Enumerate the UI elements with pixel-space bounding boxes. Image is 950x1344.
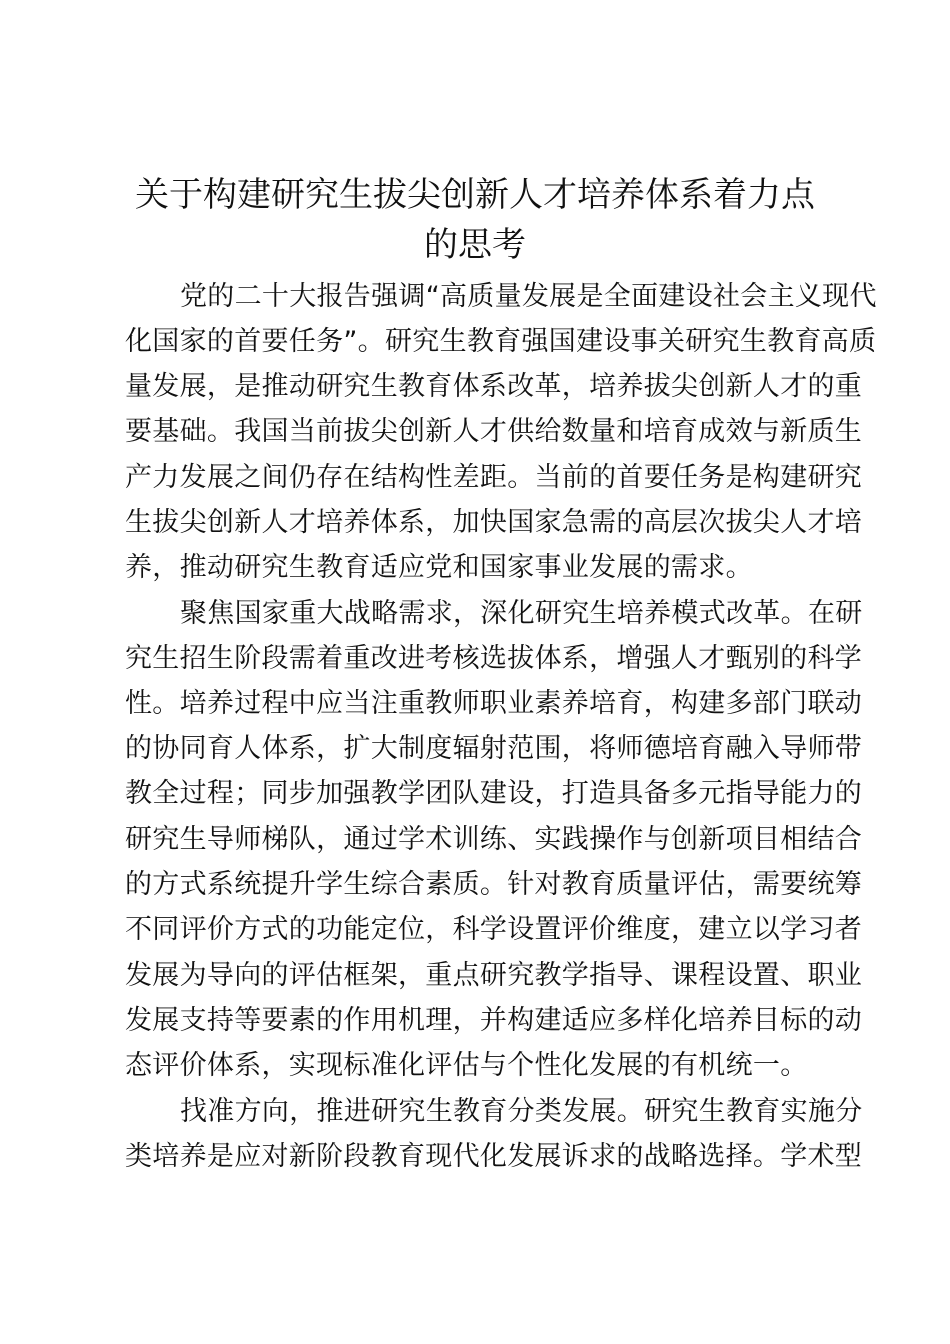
paragraph-1-line-1: 党的二十大报告强调“高质量发展是全面建设社会主义现代 bbox=[180, 281, 877, 312]
paragraph-2-line-7: 的方式系统提升学生综合素质。针对教育质量评估，需要统筹 bbox=[125, 869, 863, 900]
paragraph-1-line-2: 化国家的首要任务”。研究生教育强国建设事关研究生教育高质 bbox=[125, 326, 877, 357]
paragraph-2-line-10: 发展支持等要素的作用机理，并构建适应多样化培养目标的动 bbox=[125, 1005, 863, 1036]
paragraph-2-line-9: 发展为导向的评估框架，重点研究教学指导、课程设置、职业 bbox=[125, 960, 863, 991]
paragraph-2-line-3: 性。培养过程中应当注重教师职业素养培育，构建多部门联动 bbox=[125, 688, 863, 719]
paragraph-2-line-6: 研究生导师梯队，通过学术训练、实践操作与创新项目相结合 bbox=[125, 824, 863, 855]
paragraph-2-line-8: 不同评价方式的功能定位，科学设置评价维度，建立以学习者 bbox=[125, 914, 863, 945]
paragraph-3-line-2: 类培养是应对新阶段教育现代化发展诉求的战略选择。学术型 bbox=[125, 1141, 863, 1172]
document-title-line-2: 的思考 bbox=[424, 225, 526, 265]
paragraph-1-line-5: 产力发展之间仍存在结构性差距。当前的首要任务是构建研究 bbox=[125, 462, 863, 493]
paragraph-1-line-6: 生拔尖创新人才培养体系，加快国家急需的高层次拔尖人才培 bbox=[125, 507, 863, 538]
paragraph-2-line-1: 聚焦国家重大战略需求，深化研究生培养模式改革。在研 bbox=[180, 598, 863, 629]
paragraph-1-line-3: 量发展，是推动研究生教育体系改革，培养拔尖创新人才的重 bbox=[125, 371, 863, 402]
paragraph-3-line-1: 找准方向，推进研究生教育分类发展。研究生教育实施分 bbox=[180, 1096, 863, 1127]
paragraph-2-line-11: 态评价体系，实现标准化评估与个性化发展的有机统一。 bbox=[125, 1050, 808, 1081]
paragraph-1-line-4: 要基础。我国当前拔尖创新人才供给数量和培育成效与新质生 bbox=[125, 416, 863, 447]
paragraph-1-line-7: 养，推动研究生教育适应党和国家事业发展的需求。 bbox=[125, 552, 753, 583]
document-title-line-1: 关于构建研究生拔尖创新人才培养体系着力点 bbox=[135, 175, 815, 215]
paragraph-2-line-2: 究生招生阶段需着重改进考核选拔体系，增强人才甄别的科学 bbox=[125, 643, 863, 674]
paragraph-2-line-4: 的协同育人体系，扩大制度辐射范围，将师德培育融入导师带 bbox=[125, 733, 863, 764]
paragraph-2-line-5: 教全过程；同步加强教学团队建设，打造具备多元指导能力的 bbox=[125, 778, 863, 809]
